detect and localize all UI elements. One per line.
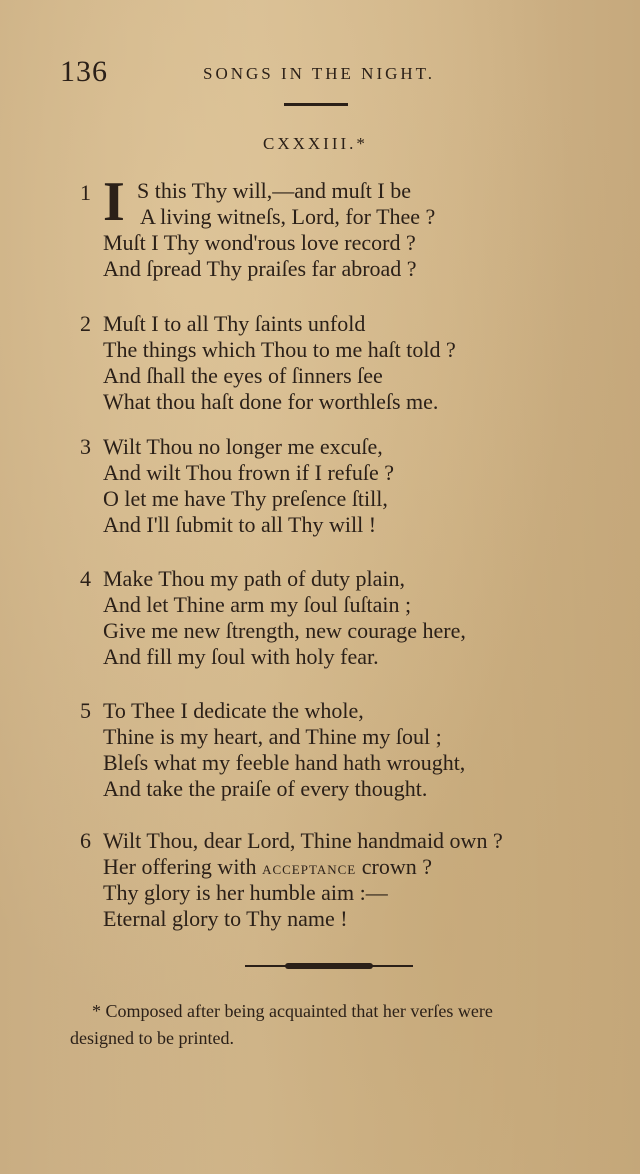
verse-line: Wilt Thou no longer me excuſe, — [103, 434, 383, 459]
verse-line: A living witneſs, Lord, for Thee ? — [140, 204, 436, 229]
stanza-number: 6 — [80, 828, 91, 853]
verse-line: Thy glory is her humble aim :— — [103, 880, 388, 905]
stanza-number: 4 — [80, 566, 91, 591]
stanza-number: 1 — [80, 180, 91, 205]
verse-line-text: Her offering with — [103, 854, 257, 879]
verse-line: Wilt Thou, dear Lord, Thine handmaid own ? — [103, 828, 503, 853]
verse-line: S this Thy will,—and muſt I be — [137, 178, 411, 203]
verse-line: And I'll ſubmit to all Thy will ! — [103, 512, 377, 537]
verse-line: Bleſs what my feeble hand hath wrought, — [103, 750, 466, 775]
verse-line: Give me new ſtrength, new courage here, — [103, 618, 466, 643]
hymn-number: CXXXIII.* — [263, 134, 368, 153]
verse-line-2 — [103, 854, 432, 882]
verse-line: And take the praiſe of every thought. — [103, 776, 428, 801]
running-head: SONGS IN THE NIGHT. — [203, 64, 436, 83]
verse-line: Muſt I Thy wond'rous love record ? — [103, 230, 416, 255]
verse-line: And fill my ſoul with holy fear. — [103, 644, 379, 669]
verse-line: Thine is my heart, and Thine my ſoul ; — [103, 724, 442, 749]
verse-line: The things which Thou to me haſt told ? — [103, 337, 456, 362]
verse-line: What thou haſt done for worthleſs me. — [103, 389, 439, 414]
verse-line: And let Thine arm my ſoul ſuſtain ; — [103, 592, 412, 617]
verse-line: Muſt I to all Thy ſaints unfold — [103, 311, 366, 336]
verse-line: And ſpread Thy praiſes far abroad ? — [103, 256, 417, 281]
footnote — [70, 998, 600, 1052]
page-number: 136 — [60, 55, 108, 88]
header-rule — [284, 103, 348, 106]
verse-line: Eternal glory to Thy name ! — [103, 906, 348, 931]
drop-cap: I — [103, 171, 125, 233]
verse-line: O let me have Thy preſence ſtill, — [103, 486, 388, 511]
stanza-number: 2 — [80, 311, 91, 336]
stanza-number: 5 — [80, 698, 91, 723]
verse-line-tail: crown ? — [361, 854, 433, 879]
footnote-line-1: * Composed after being acquainted that her verſes were — [92, 1001, 493, 1021]
footnote-line-2: designed to be printed. — [70, 1028, 234, 1048]
small-caps-word: acceptance — [262, 858, 357, 879]
verse-line: Make Thou my path of duty plain, — [103, 566, 406, 591]
verse-line: And wilt Thou frown if I refuſe ? — [103, 460, 395, 485]
stanza-number: 3 — [80, 434, 91, 459]
verse-line: And ſhall the eyes of ſinners ſee — [103, 363, 383, 388]
end-ornament-rule — [245, 963, 413, 969]
verse-line: To Thee I dedicate the whole, — [103, 698, 364, 723]
